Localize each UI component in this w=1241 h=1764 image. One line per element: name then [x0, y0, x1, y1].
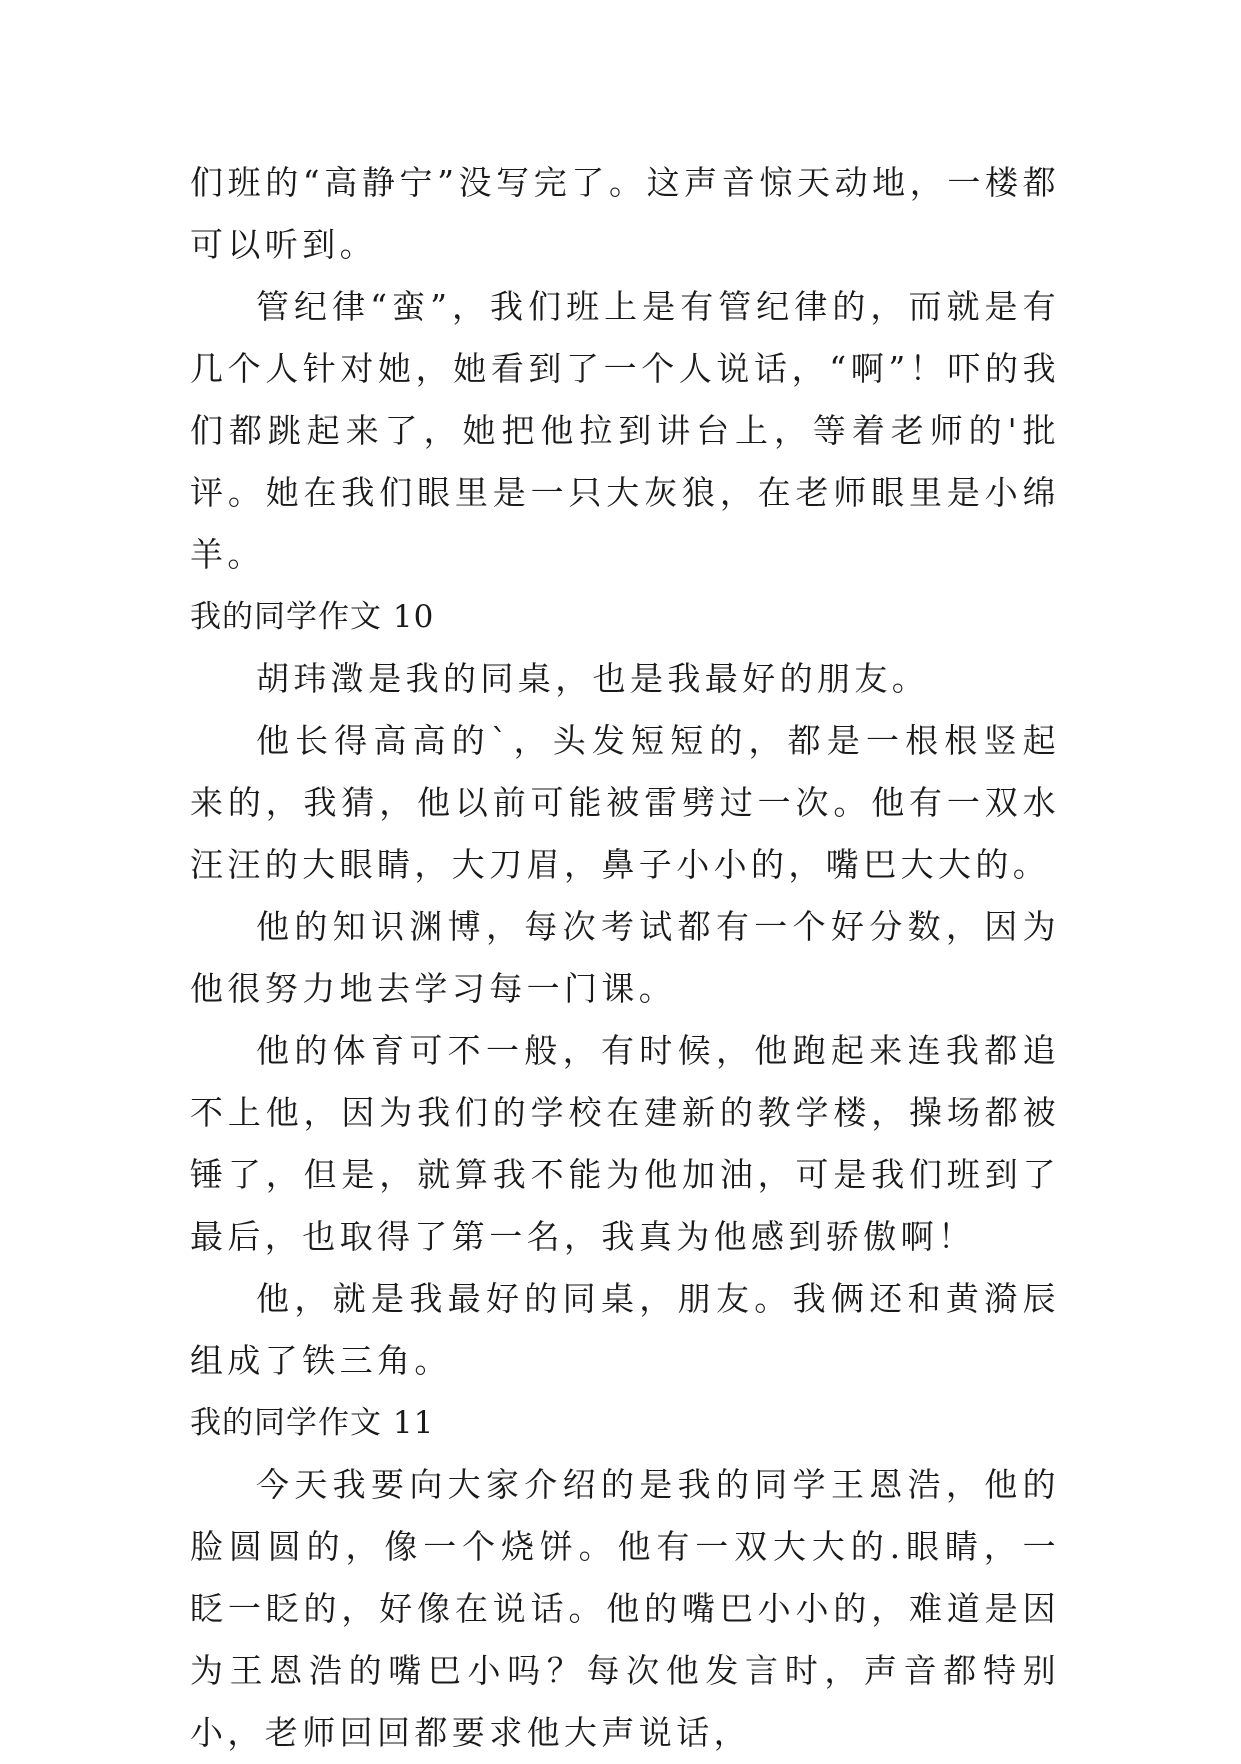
paragraph: 他的知识渊博，每次考试都有一个好分数，因为他很努力地去学习每一门课。 [190, 907, 1060, 1008]
paragraph: 们班的“高静宁”没写完了。这声音惊天动地，一楼都可以听到。 [190, 163, 1060, 264]
paragraph: 他长得高高的`，头发短短的，都是一根根竖起来的，我猜，他以前可能被雷劈过一次。他有一双水汪汪的大眼睛，大刀眉，鼻子小小的，嘴巴大大的。 [190, 721, 1060, 884]
section-heading: 我的同学作文 11 [190, 1405, 435, 1441]
document-page [190, 152, 1060, 1764]
paragraph: 今天我要向大家介绍的是我的同学王恩浩，他的脸圆圆的，像一个烧饼。他有一双大大的.眼睛，一眨一眨的，好像在说话。他的嘴巴小小的，难道是因为王恩浩的嘴巴小吗？每次他发言时，声音都特别小，老师回回都要求他大声说话， [190, 1465, 1060, 1752]
paragraph: 他的体育可不一般，有时候，他跑起来连我都追不上他，因为我们的学校在建新的教学楼，操场都被锤了，但是，就算我不能为他加油，可是我们班到了最后，也取得了第一名，我真为他感到骄傲啊！ [190, 1031, 1060, 1256]
paragraph: 他，就是我最好的同桌，朋友。我俩还和黄漪辰组成了铁三角。 [190, 1279, 1060, 1380]
paragraph: 管纪律“蛮”，我们班上是有管纪律的，而就是有几个人针对她，她看到了一个人说话，“啊”！吓的我们都跳起来了，她把他拉到讲台上，等着老师的'批评。她在我们眼里是一只大灰狼，在老师眼里是小绵羊。 [190, 287, 1060, 574]
paragraph: 胡玮澂是我的同桌，也是我最好的朋友。 [256, 659, 930, 698]
section-heading: 我的同学作文 10 [190, 599, 435, 635]
